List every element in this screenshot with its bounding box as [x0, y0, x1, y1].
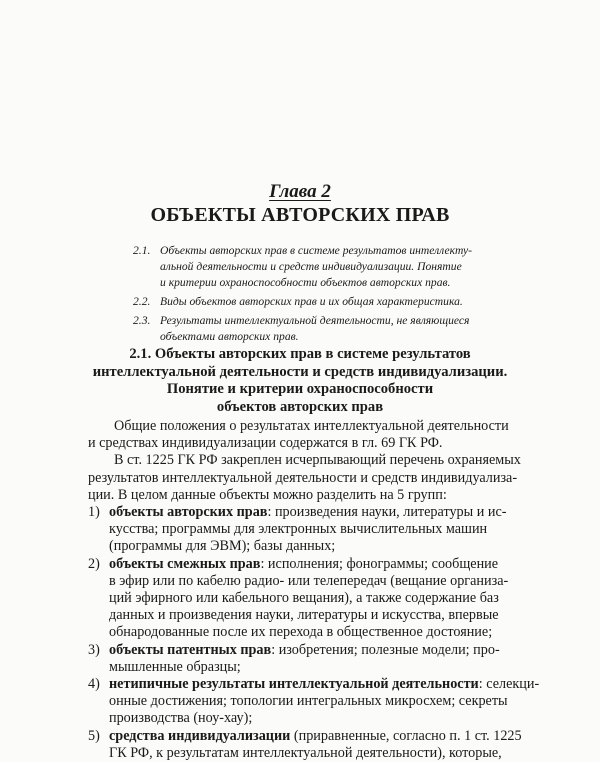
toc-number: 2.2. — [133, 295, 151, 308]
list-number: 4) — [88, 676, 100, 693]
toc-line: Объекты авторских прав в системе результатов интеллекту- — [160, 244, 473, 257]
text-line: в эфир или по кабелю радио- или телепередач (вещание организа- — [109, 572, 509, 589]
text-line: : произведения науки, литературы и ис- — [267, 504, 507, 521]
toc-line: Результаты интеллектуальной деятельности, не являющиеся — [160, 314, 470, 327]
list-term: объекты смежных прав — [109, 555, 261, 572]
section-heading-line: 2.1. Объекты авторских прав в системе результатов — [129, 346, 471, 362]
text-line: ции. В целом данные объекты можно разделить на 5 групп: — [88, 486, 447, 503]
text-line: : селекци- — [478, 676, 540, 693]
chapter-label: Глава 2 — [269, 181, 331, 202]
text-line: данных и произведения науки, литературы и искусства, впервые — [109, 607, 499, 624]
paragraph — [88, 418, 509, 452]
list-item — [88, 642, 502, 676]
section-heading — [80, 346, 520, 416]
text-line: : исполнения; фонограммы; сообщение — [260, 555, 499, 572]
toc-line: Виды объектов авторских прав и их общая характеристика. — [160, 295, 463, 308]
text-line: : изобретения; полезные модели; про- — [271, 641, 500, 658]
toc-line: альной деятельности и средств индивидуализации. Понятие — [160, 260, 462, 273]
text-line: мышленные образцы; — [109, 658, 241, 675]
list-item — [88, 504, 507, 556]
text-line: кусства; программы для электронных вычислительных машин — [109, 521, 488, 538]
list-number: 2) — [88, 555, 100, 572]
section-heading-line: интеллектуальной деятельности и средств индивидуализации. — [92, 363, 508, 380]
list-item — [88, 555, 509, 642]
toc-item[interactable] — [133, 294, 473, 310]
section-heading-line: объектов авторских прав — [216, 398, 384, 415]
text-line: обнародованные после их перехода в общественное достояние; — [109, 624, 493, 641]
section-heading-line: Понятие и критерии охраноспособности — [166, 381, 434, 398]
text-line: производства (ноу-хау); — [109, 710, 253, 727]
chapter-title: ОБЪЕКТЫ АВТОРСКИХ ПРАВ — [150, 204, 450, 226]
text-line: В ст. 1225 ГК РФ закреплен исчерпывающий перечень охраняемых — [114, 452, 521, 469]
toc-number: 2.3. — [133, 314, 151, 327]
text-line: (приравненные, согласно п. 1 ст. 1225 — [290, 727, 522, 744]
paragraph — [88, 452, 521, 504]
toc-line: и критерии охраноспособности объектов авторских прав. — [160, 276, 451, 289]
toc-number: 2.1. — [133, 244, 151, 257]
list-term: объекты патентных прав — [109, 641, 272, 658]
text-line: результатов интеллектуальной деятельности и средств индивидуализа- — [88, 469, 518, 486]
text-line: и средствах индивидуализации содержатся в гл. 69 ГК РФ. — [88, 435, 443, 452]
toc-line: объектами авторских прав. — [160, 330, 299, 343]
text-line: ГК РФ, к результатам интеллектуальной деятельности), которые, — [109, 744, 502, 761]
list-item — [88, 727, 522, 762]
text-line: (программы для ЭВМ); базы данных; — [109, 538, 336, 555]
toc-item[interactable] — [133, 243, 473, 291]
text-line: онные достижения; топологии интегральных микросхем; секреты — [109, 693, 508, 710]
toc-item[interactable] — [133, 313, 473, 345]
list-term: средства индивидуализации — [109, 727, 291, 744]
list-item — [88, 676, 540, 728]
list-term: нетипичные результаты интеллектуальной деятельности — [109, 676, 479, 693]
list-number: 5) — [88, 727, 100, 744]
list-term: объекты авторских прав — [109, 504, 268, 521]
list-number: 1) — [88, 504, 100, 521]
table-of-contents — [133, 243, 473, 348]
body-text — [88, 418, 540, 762]
text-line: ций эфирного или кабельного вещания), а также содержание баз — [109, 590, 499, 607]
text-line: Общие положения о результатах интеллектуальной деятельности — [114, 418, 509, 434]
list-number: 3) — [88, 641, 100, 658]
